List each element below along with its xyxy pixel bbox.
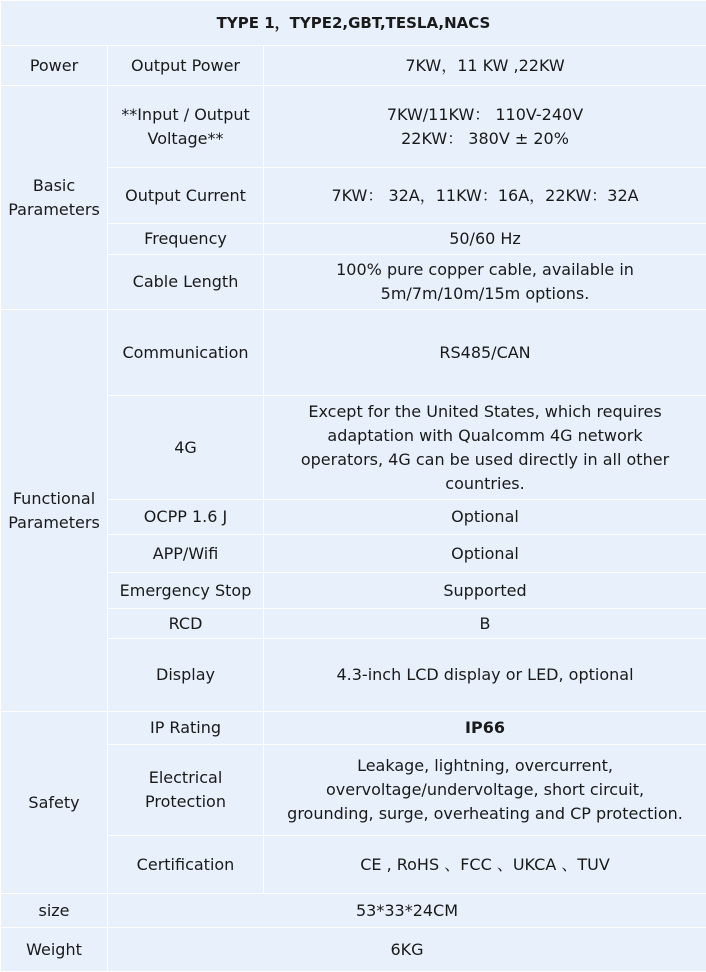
group-label-line: Parameters [3, 198, 105, 222]
row-value-communication: RS485/CAN [264, 310, 706, 396]
row-value-certification: CE , RoHS 、FCC 、UKCA 、TUV [264, 836, 706, 894]
row-value-output-current: 7KW： 32A，11KW：16A，22KW：32A [264, 168, 706, 224]
value-line: grounding, surge, overheating and CP protection. [266, 802, 704, 826]
group-label-line: Parameters [3, 511, 105, 535]
label-line: Voltage** [110, 127, 261, 151]
row-value-output-power: 7KW，11 KW ,22KW [264, 46, 706, 86]
row-value-frequency: 50/60 Hz [264, 224, 706, 255]
row-label-ip-rating: IP Rating [108, 712, 264, 745]
row-label-display: Display [108, 639, 264, 712]
row-value-size: 53*33*24CM [108, 894, 706, 928]
value-line: 22KW： 380V ± 20% [266, 127, 704, 151]
row-value-electrical-protection [264, 745, 706, 836]
value-line: countries. [266, 472, 704, 496]
row-label-emergency-stop: Emergency Stop [108, 573, 264, 609]
row-label-cable-length: Cable Length [108, 255, 264, 310]
row-value-ip-rating: IP66 [264, 712, 706, 745]
row-label-output-power: Output Power [108, 46, 264, 86]
group-basic-parameters [1, 86, 108, 310]
table-row [1, 86, 706, 168]
value-line: Except for the United States, which requires [266, 400, 704, 424]
group-label-line: Basic [3, 174, 105, 198]
row-value-emergency-stop: Supported [264, 573, 706, 609]
value-line: operators, 4G can be used directly in all other [266, 448, 704, 472]
row-label-rcd: RCD [108, 609, 264, 639]
table-title: TYPE 1，TYPE2,GBT,TESLA,NACS [1, 1, 706, 46]
value-line: 5m/7m/10m/15m options. [266, 282, 704, 306]
row-label-frequency: Frequency [108, 224, 264, 255]
table-row [1, 894, 706, 928]
row-value-4g [264, 396, 706, 500]
row-label-app-wifi: APP/Wifi [108, 535, 264, 573]
row-label-output-current: Output Current [108, 168, 264, 224]
row-label-size: size [1, 894, 108, 928]
table-row [1, 928, 706, 972]
row-label-communication: Communication [108, 310, 264, 396]
row-value-voltage [264, 86, 706, 168]
value-line: Leakage, lightning, overcurrent, [266, 754, 704, 778]
group-label-line: Functional [3, 487, 105, 511]
row-label-ocpp: OCPP 1.6 J [108, 500, 264, 535]
value-line: 100% pure copper cable, available in [266, 258, 704, 282]
row-value-ocpp: Optional [264, 500, 706, 535]
row-label-voltage [108, 86, 264, 168]
table-row [1, 46, 706, 86]
row-value-display: 4.3-inch LCD display or LED, optional [264, 639, 706, 712]
row-label-electrical-protection [108, 745, 264, 836]
value-line: 7KW/11KW： 110V-240V [266, 103, 704, 127]
group-functional-parameters [1, 310, 108, 712]
row-value-app-wifi: Optional [264, 535, 706, 573]
table-title-row [1, 1, 706, 46]
label-line: **Input / Output [110, 103, 261, 127]
row-value-rcd: B [264, 609, 706, 639]
row-label-certification: Certification [108, 836, 264, 894]
row-value-weight: 6KG [108, 928, 706, 972]
value-line: adaptation with Qualcomm 4G network [266, 424, 704, 448]
row-value-cable-length [264, 255, 706, 310]
label-line: Electrical [110, 766, 261, 790]
value-line: overvoltage/undervoltage, short circuit, [266, 778, 704, 802]
table-row [1, 310, 706, 396]
group-safety: Safety [1, 712, 108, 894]
row-label-weight: Weight [1, 928, 108, 972]
label-line: Protection [110, 790, 261, 814]
row-label-4g: 4G [108, 396, 264, 500]
table-row [1, 712, 706, 745]
group-power: Power [1, 46, 108, 86]
